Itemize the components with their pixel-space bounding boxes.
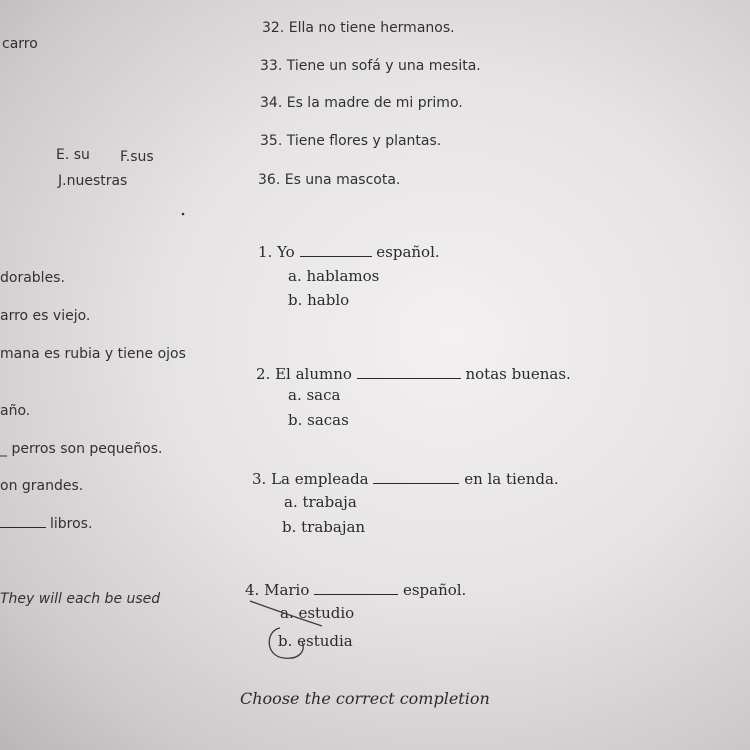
fragment-mana: mana es rubia y tiene ojos — [0, 346, 186, 362]
list-item-33: 33. Tiene un sofá y una mesita. — [260, 58, 481, 74]
fragment-grandes: on grandes. — [0, 478, 84, 494]
footer-instruction: Choose the correct completion — [240, 689, 490, 708]
dot-mark-icon — [182, 213, 185, 216]
fragment-carro: carro — [2, 36, 38, 52]
fragment-arro-viejo: arro es viejo. — [0, 308, 91, 324]
list-item-32: 32. Ella no tiene hermanos. — [262, 20, 455, 36]
list-item-34: 34. Es la madre de mi primo. — [260, 95, 463, 111]
list-item-35: 35. Tiene flores y plantas. — [260, 133, 442, 149]
question-1-option-b: b. hablo — [288, 291, 350, 309]
question-2-stem: 2. El alumno notas buenas. — [256, 365, 571, 383]
fragment-dorables: dorables. — [0, 270, 65, 286]
option-j: J.nuestras — [58, 173, 128, 189]
question-1-stem: 1. Yo español. — [258, 243, 440, 261]
question-2-option-b: b. sacas — [288, 411, 349, 429]
fragment-libros: libros. — [0, 513, 92, 532]
fragment-ano: año. — [0, 403, 31, 419]
question-2-option-a: a. saca — [288, 386, 341, 404]
option-f: F.sus — [120, 149, 154, 165]
list-item-36: 36. Es una mascota. — [258, 172, 401, 188]
instructions-fragment: They will each be used — [0, 591, 161, 607]
question-3-option-b: b. trabajan — [282, 518, 366, 536]
question-3-stem: 3. La empleada en la tienda. — [252, 470, 559, 488]
question-4-option-a: a. estudio — [280, 604, 355, 622]
fragment-perros: _ perros son pequeños. — [0, 441, 163, 457]
option-e: E. su — [56, 147, 90, 163]
question-1-option-a: a. hablamos — [288, 267, 380, 285]
question-4-stem: 4. Mario español. — [245, 581, 467, 599]
circle-mark-icon — [269, 628, 303, 658]
question-3-option-a: a. trabaja — [284, 493, 357, 511]
question-4-option-b: b. estudia — [278, 632, 353, 650]
strike-mark-icon — [250, 601, 322, 626]
